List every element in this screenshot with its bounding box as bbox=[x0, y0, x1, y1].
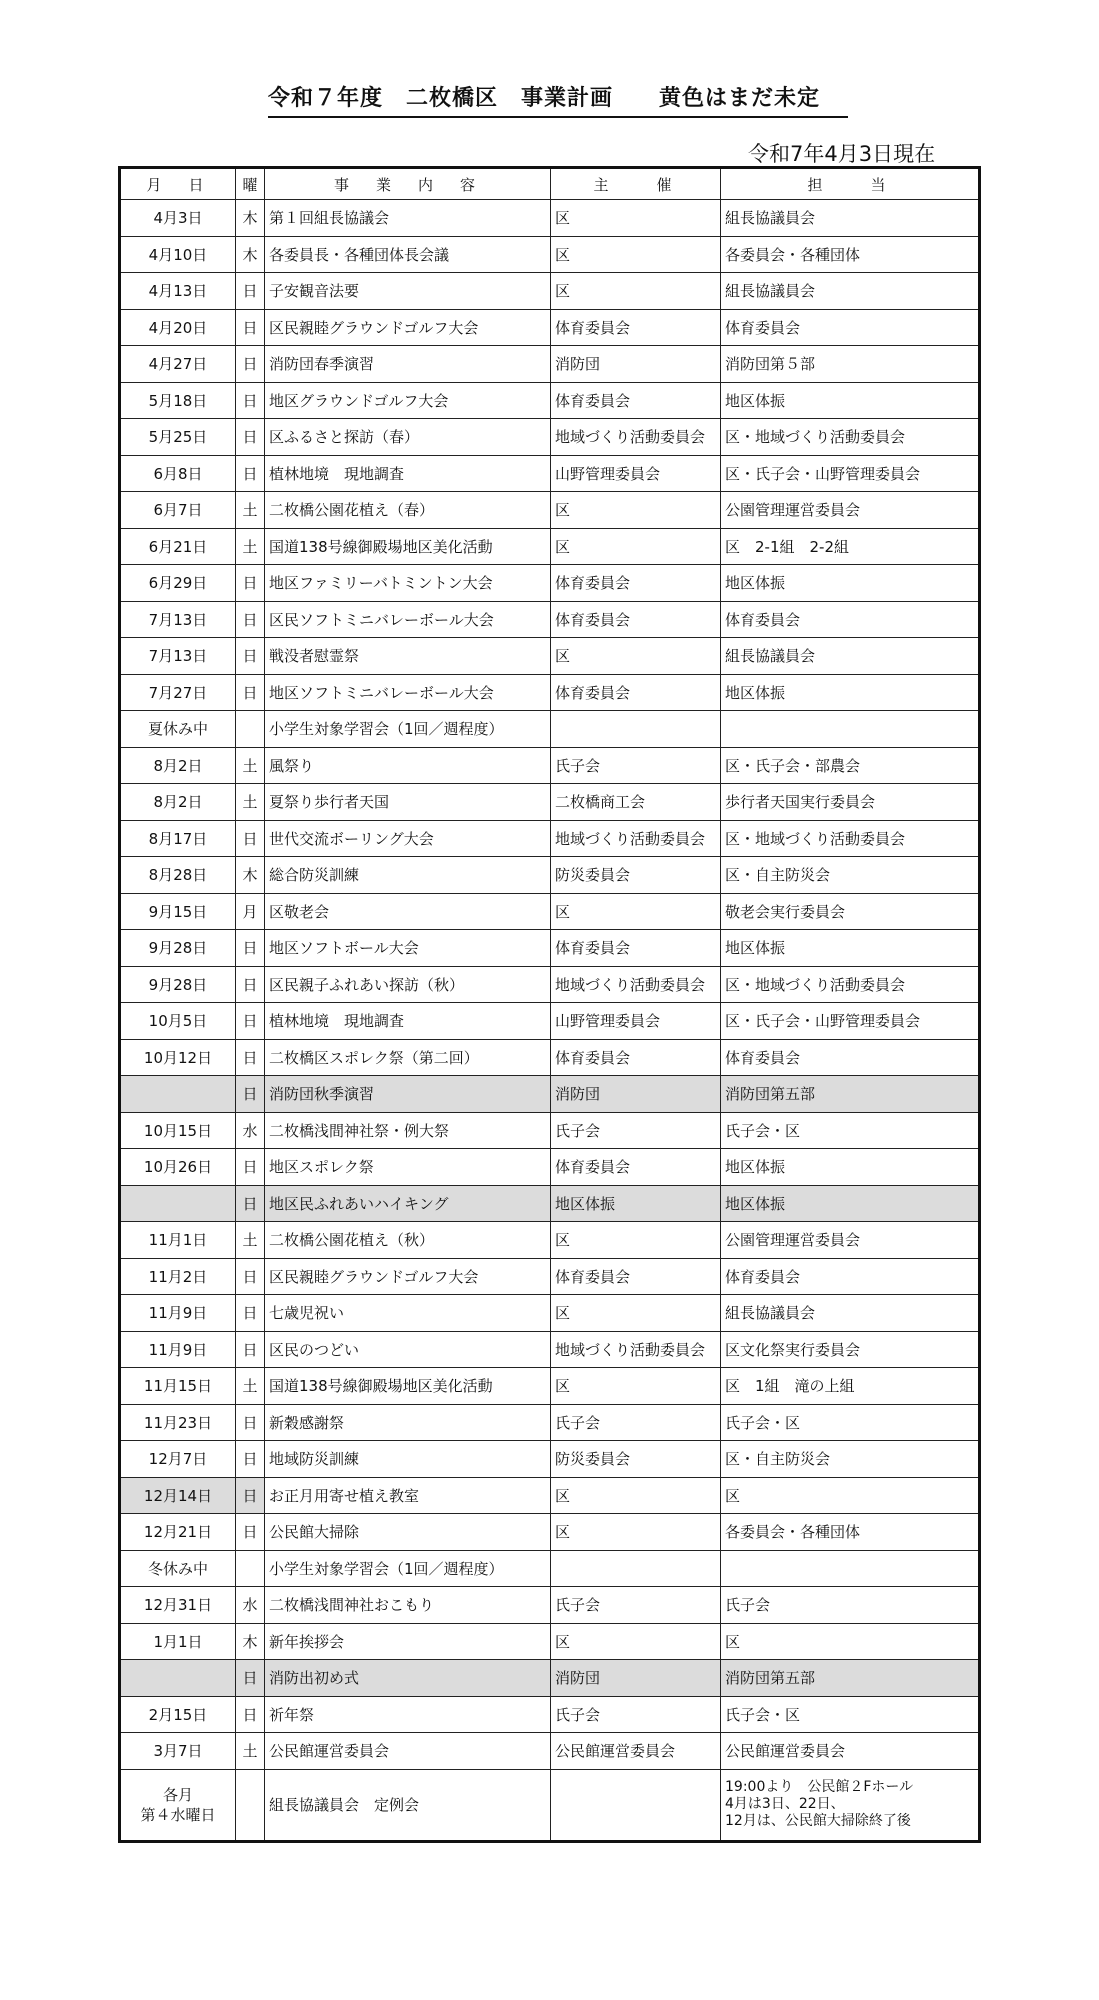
cell-event: 小学生対象学習会（1回／週程度） bbox=[265, 1550, 551, 1587]
schedule-table bbox=[118, 166, 981, 1843]
cell-charge: 組長協議員会 bbox=[721, 200, 980, 237]
cell-event: 国道138号線御殿場地区美化活動 bbox=[265, 1368, 551, 1405]
cell-date: 3月7日 bbox=[120, 1733, 236, 1770]
cell-host: 区 bbox=[551, 1368, 721, 1405]
cell-date: 10月5日 bbox=[120, 1003, 236, 1040]
cell-charge: 地区体振 bbox=[721, 565, 980, 602]
cell-host: 山野管理委員会 bbox=[551, 1003, 721, 1040]
cell-host: 区 bbox=[551, 528, 721, 565]
cell-date: 12月31日 bbox=[120, 1587, 236, 1624]
table-row bbox=[120, 1331, 980, 1368]
cell-date: 4月3日 bbox=[120, 200, 236, 237]
note-line-1: 19:00より 公民館２Fホール bbox=[725, 1779, 914, 1795]
cell-charge: 地区体振 bbox=[721, 1185, 980, 1222]
cell-charge: 消防団第５部 bbox=[721, 346, 980, 383]
cell-charge: 敬老会実行委員会 bbox=[721, 893, 980, 930]
cell-dow: 日 bbox=[236, 1076, 265, 1113]
table-row bbox=[120, 1441, 980, 1478]
table-row bbox=[120, 419, 980, 456]
cell-host: 体育委員会 bbox=[551, 382, 721, 419]
cell-date: 9月15日 bbox=[120, 893, 236, 930]
cell-dow: 日 bbox=[236, 1696, 265, 1733]
cell-charge: 区・自主防災会 bbox=[721, 1441, 980, 1478]
cell-host: 区 bbox=[551, 1295, 721, 1332]
cell-event: 風祭り bbox=[265, 747, 551, 784]
cell-host: 体育委員会 bbox=[551, 601, 721, 638]
cell-host: 氏子会 bbox=[551, 1404, 721, 1441]
cell-host bbox=[551, 1550, 721, 1587]
cell-date: 12月14日 bbox=[120, 1477, 236, 1514]
date-line-1: 各月 bbox=[162, 1785, 193, 1804]
cell-event: 公民館運営委員会 bbox=[265, 1733, 551, 1770]
cell-event: 子安観音法要 bbox=[265, 273, 551, 310]
cell-event: 区民親睦グラウンドゴルフ大会 bbox=[265, 309, 551, 346]
table-row bbox=[120, 674, 980, 711]
cell-dow: 日 bbox=[236, 1660, 265, 1697]
cell-host: 地区体振 bbox=[551, 1185, 721, 1222]
cell-dow: 日 bbox=[236, 455, 265, 492]
cell-event: 植林地境 現地調査 bbox=[265, 455, 551, 492]
cell-event: 区民ソフトミニバレーボール大会 bbox=[265, 601, 551, 638]
cell-charge: 各委員会・各種団体 bbox=[721, 1514, 980, 1551]
cell-dow: 木 bbox=[236, 200, 265, 237]
cell-dow: 日 bbox=[236, 1003, 265, 1040]
cell-host: 地域づくり活動委員会 bbox=[551, 1331, 721, 1368]
table-row bbox=[120, 1295, 980, 1332]
cell-charge: 体育委員会 bbox=[721, 1258, 980, 1295]
cell-date bbox=[120, 1769, 236, 1841]
cell-charge: 地区体振 bbox=[721, 674, 980, 711]
cell-event: 二枚橋区スポレク祭（第二回） bbox=[265, 1039, 551, 1076]
cell-host: 体育委員会 bbox=[551, 565, 721, 602]
cell-dow bbox=[236, 711, 265, 748]
cell-date: 2月15日 bbox=[120, 1696, 236, 1733]
table-row bbox=[120, 1733, 980, 1770]
cell-charge: 各委員会・各種団体 bbox=[721, 236, 980, 273]
cell-charge: 区 1組 滝の上組 bbox=[721, 1368, 980, 1405]
cell-date: 6月29日 bbox=[120, 565, 236, 602]
cell-dow: 日 bbox=[236, 419, 265, 456]
cell-host: 二枚橋商工会 bbox=[551, 784, 721, 821]
cell-host: 区 bbox=[551, 200, 721, 237]
cell-dow: 日 bbox=[236, 1295, 265, 1332]
page-title: 令和７年度 二枚橋区 事業計画 黄色はまだ未定 bbox=[268, 84, 848, 118]
cell-charge: 組長協議員会 bbox=[721, 638, 980, 675]
cell-charge: 組長協議員会 bbox=[721, 1295, 980, 1332]
cell-event: 戦没者慰霊祭 bbox=[265, 638, 551, 675]
cell-dow: 日 bbox=[236, 1258, 265, 1295]
table-row bbox=[120, 747, 980, 784]
cell-event: 小学生対象学習会（1回／週程度） bbox=[265, 711, 551, 748]
cell-host: 消防団 bbox=[551, 1660, 721, 1697]
cell-event: 新年挨拶会 bbox=[265, 1623, 551, 1660]
date-line-2: 第４水曜日 bbox=[140, 1805, 216, 1824]
table-row bbox=[120, 711, 980, 748]
cell-host: 区 bbox=[551, 236, 721, 273]
cell-event: 区民のつどい bbox=[265, 1331, 551, 1368]
cell-date: 12月7日 bbox=[120, 1441, 236, 1478]
cell-dow: 土 bbox=[236, 492, 265, 529]
cell-host bbox=[551, 711, 721, 748]
cell-host: 氏子会 bbox=[551, 1587, 721, 1624]
table-row bbox=[120, 1696, 980, 1733]
cell-dow: 日 bbox=[236, 601, 265, 638]
cell-event: 七歳児祝い bbox=[265, 1295, 551, 1332]
table-row bbox=[120, 455, 980, 492]
cell-event: 夏祭り歩行者天国 bbox=[265, 784, 551, 821]
cell-host: 山野管理委員会 bbox=[551, 455, 721, 492]
table-row bbox=[120, 1149, 980, 1186]
cell-dow: 日 bbox=[236, 966, 265, 1003]
cell-charge: 区・氏子会・部農会 bbox=[721, 747, 980, 784]
cell-host: 地域づくり活動委員会 bbox=[551, 419, 721, 456]
cell-dow: 土 bbox=[236, 747, 265, 784]
cell-dow: 日 bbox=[236, 382, 265, 419]
cell-charge: 区・地域づくり活動委員会 bbox=[721, 820, 980, 857]
cell-host: 消防団 bbox=[551, 346, 721, 383]
cell-dow: 日 bbox=[236, 346, 265, 383]
cell-host: 体育委員会 bbox=[551, 674, 721, 711]
cell-charge: 区 2-1組 2-2組 bbox=[721, 528, 980, 565]
table-row bbox=[120, 930, 980, 967]
cell-charge: 地区体振 bbox=[721, 382, 980, 419]
cell-dow: 日 bbox=[236, 309, 265, 346]
cell-host: 氏子会 bbox=[551, 747, 721, 784]
cell-charge: 消防団第五部 bbox=[721, 1076, 980, 1113]
cell-date: 7月13日 bbox=[120, 601, 236, 638]
cell-event: 総合防災訓練 bbox=[265, 857, 551, 894]
col-header-charge: 担 当 bbox=[721, 168, 980, 200]
note-line-3: 12月は、公民館大掃除終了後 bbox=[725, 1813, 911, 1829]
cell-event: お正月用寄せ植え教室 bbox=[265, 1477, 551, 1514]
cell-host bbox=[551, 1769, 721, 1841]
cell-date: 4月10日 bbox=[120, 236, 236, 273]
table-row bbox=[120, 1222, 980, 1259]
cell-event: 組長協議員会 定例会 bbox=[265, 1769, 551, 1841]
col-header-host: 主 催 bbox=[551, 168, 721, 200]
cell-host: 消防団 bbox=[551, 1076, 721, 1113]
table-row bbox=[120, 200, 980, 237]
cell-dow: 日 bbox=[236, 1185, 265, 1222]
cell-charge: 区・自主防災会 bbox=[721, 857, 980, 894]
cell-date: 4月27日 bbox=[120, 346, 236, 383]
table-row bbox=[120, 565, 980, 602]
cell-host: 区 bbox=[551, 1514, 721, 1551]
cell-charge: 氏子会 bbox=[721, 1587, 980, 1624]
cell-dow: 日 bbox=[236, 565, 265, 602]
cell-host: 区 bbox=[551, 273, 721, 310]
cell-event: 植林地境 現地調査 bbox=[265, 1003, 551, 1040]
table-row bbox=[120, 1587, 980, 1624]
cell-host: 地域づくり活動委員会 bbox=[551, 820, 721, 857]
cell-dow bbox=[236, 1550, 265, 1587]
cell-charge: 区文化祭実行委員会 bbox=[721, 1331, 980, 1368]
table-row bbox=[120, 601, 980, 638]
cell-dow: 日 bbox=[236, 820, 265, 857]
table-row bbox=[120, 346, 980, 383]
cell-date: 11月1日 bbox=[120, 1222, 236, 1259]
cell-charge: 体育委員会 bbox=[721, 309, 980, 346]
cell-charge: 区・氏子会・山野管理委員会 bbox=[721, 1003, 980, 1040]
cell-host: 区 bbox=[551, 1222, 721, 1259]
cell-host: 体育委員会 bbox=[551, 1039, 721, 1076]
cell-event: 地区ソフトミニバレーボール大会 bbox=[265, 674, 551, 711]
table-row bbox=[120, 309, 980, 346]
cell-date: 夏休み中 bbox=[120, 711, 236, 748]
table-row bbox=[120, 528, 980, 565]
col-header-event: 事 業 内 容 bbox=[265, 168, 551, 200]
cell-event: 地区民ふれあいハイキング bbox=[265, 1185, 551, 1222]
cell-dow: 日 bbox=[236, 1514, 265, 1551]
cell-charge: 地区体振 bbox=[721, 1149, 980, 1186]
cell-charge: 体育委員会 bbox=[721, 1039, 980, 1076]
cell-date: 8月28日 bbox=[120, 857, 236, 894]
cell-host: 公民館運営委員会 bbox=[551, 1733, 721, 1770]
cell-event: 区ふるさと探訪（春） bbox=[265, 419, 551, 456]
cell-charge: 区・地域づくり活動委員会 bbox=[721, 966, 980, 1003]
cell-event: 二枚橋浅間神社おこもり bbox=[265, 1587, 551, 1624]
cell-event: 地区ファミリーバトミントン大会 bbox=[265, 565, 551, 602]
cell-host: 体育委員会 bbox=[551, 930, 721, 967]
table-row bbox=[120, 382, 980, 419]
cell-date: 10月15日 bbox=[120, 1112, 236, 1149]
table-row bbox=[120, 1660, 980, 1697]
cell-date: 5月18日 bbox=[120, 382, 236, 419]
table-row bbox=[120, 966, 980, 1003]
cell-host: 区 bbox=[551, 638, 721, 675]
cell-dow bbox=[236, 1769, 265, 1841]
as-of-date: 令和7年4月3日現在 bbox=[748, 142, 936, 166]
cell-date: 6月8日 bbox=[120, 455, 236, 492]
cell-charge: 組長協議員会 bbox=[721, 273, 980, 310]
cell-dow: 日 bbox=[236, 273, 265, 310]
table-row bbox=[120, 1185, 980, 1222]
cell-dow: 土 bbox=[236, 528, 265, 565]
table-row bbox=[120, 638, 980, 675]
cell-date: 6月21日 bbox=[120, 528, 236, 565]
cell-event: 消防出初め式 bbox=[265, 1660, 551, 1697]
cell-date: 8月2日 bbox=[120, 747, 236, 784]
cell-event: 消防団春季演習 bbox=[265, 346, 551, 383]
table-row bbox=[120, 1514, 980, 1551]
note-line-2: 4月は3日、22日、 bbox=[725, 1796, 845, 1812]
cell-dow: 日 bbox=[236, 1477, 265, 1514]
cell-charge: 公園管理運営委員会 bbox=[721, 1222, 980, 1259]
table-row bbox=[120, 236, 980, 273]
cell-host: 体育委員会 bbox=[551, 1258, 721, 1295]
cell-date: 9月28日 bbox=[120, 930, 236, 967]
cell-date: 12月21日 bbox=[120, 1514, 236, 1551]
cell-event: 祈年祭 bbox=[265, 1696, 551, 1733]
cell-date: 4月20日 bbox=[120, 309, 236, 346]
cell-dow: 木 bbox=[236, 857, 265, 894]
cell-charge bbox=[721, 1550, 980, 1587]
cell-date: 8月17日 bbox=[120, 820, 236, 857]
table-row bbox=[120, 1477, 980, 1514]
cell-charge: 氏子会・区 bbox=[721, 1696, 980, 1733]
cell-date: 5月25日 bbox=[120, 419, 236, 456]
cell-date: 11月2日 bbox=[120, 1258, 236, 1295]
cell-date: 9月28日 bbox=[120, 966, 236, 1003]
cell-event: 地区グラウンドゴルフ大会 bbox=[265, 382, 551, 419]
cell-dow: 日 bbox=[236, 1441, 265, 1478]
table-row bbox=[120, 492, 980, 529]
cell-event: 区敬老会 bbox=[265, 893, 551, 930]
col-header-dow: 曜 bbox=[236, 168, 265, 200]
cell-event: 区民親睦グラウンドゴルフ大会 bbox=[265, 1258, 551, 1295]
cell-date bbox=[120, 1076, 236, 1113]
cell-dow: 木 bbox=[236, 1623, 265, 1660]
cell-dow: 土 bbox=[236, 1222, 265, 1259]
cell-date: 11月23日 bbox=[120, 1404, 236, 1441]
cell-charge bbox=[721, 1769, 980, 1841]
cell-event: 公民館大掃除 bbox=[265, 1514, 551, 1551]
table-row bbox=[120, 1368, 980, 1405]
table-row bbox=[120, 1258, 980, 1295]
cell-dow: 水 bbox=[236, 1587, 265, 1624]
cell-host: 区 bbox=[551, 1477, 721, 1514]
table-row bbox=[120, 1112, 980, 1149]
cell-charge: 公園管理運営委員会 bbox=[721, 492, 980, 529]
cell-date: 11月15日 bbox=[120, 1368, 236, 1405]
cell-date bbox=[120, 1185, 236, 1222]
cell-charge bbox=[721, 711, 980, 748]
cell-date: 7月27日 bbox=[120, 674, 236, 711]
table-row bbox=[120, 273, 980, 310]
table-row-monthly bbox=[120, 1769, 980, 1841]
table-row bbox=[120, 857, 980, 894]
header-row bbox=[120, 168, 980, 200]
cell-event: 新穀感謝祭 bbox=[265, 1404, 551, 1441]
table-row bbox=[120, 1404, 980, 1441]
cell-dow: 日 bbox=[236, 1404, 265, 1441]
cell-date: 11月9日 bbox=[120, 1331, 236, 1368]
cell-event: 二枚橋公園花植え（秋） bbox=[265, 1222, 551, 1259]
table-row bbox=[120, 784, 980, 821]
cell-date: 8月2日 bbox=[120, 784, 236, 821]
cell-dow: 日 bbox=[236, 1149, 265, 1186]
cell-charge: 歩行者天国実行委員会 bbox=[721, 784, 980, 821]
cell-date: 1月1日 bbox=[120, 1623, 236, 1660]
cell-date: 4月13日 bbox=[120, 273, 236, 310]
cell-event: 二枚橋浅間神社祭・例大祭 bbox=[265, 1112, 551, 1149]
cell-host: 防災委員会 bbox=[551, 857, 721, 894]
cell-dow: 土 bbox=[236, 1368, 265, 1405]
cell-event: 国道138号線御殿場地区美化活動 bbox=[265, 528, 551, 565]
cell-dow: 日 bbox=[236, 1331, 265, 1368]
cell-dow: 木 bbox=[236, 236, 265, 273]
cell-host: 体育委員会 bbox=[551, 309, 721, 346]
cell-charge: 地区体振 bbox=[721, 930, 980, 967]
table-row bbox=[120, 1076, 980, 1113]
cell-charge: 公民館運営委員会 bbox=[721, 1733, 980, 1770]
cell-event: 消防団秋季演習 bbox=[265, 1076, 551, 1113]
cell-charge: 区・地域づくり活動委員会 bbox=[721, 419, 980, 456]
cell-dow: 日 bbox=[236, 638, 265, 675]
cell-event: 世代交流ボーリング大会 bbox=[265, 820, 551, 857]
cell-charge: 体育委員会 bbox=[721, 601, 980, 638]
cell-event: 地域防災訓練 bbox=[265, 1441, 551, 1478]
col-header-date: 月 日 bbox=[120, 168, 236, 200]
cell-host: 氏子会 bbox=[551, 1112, 721, 1149]
cell-host: 氏子会 bbox=[551, 1696, 721, 1733]
cell-host: 区 bbox=[551, 893, 721, 930]
table-row bbox=[120, 820, 980, 857]
cell-host: 地域づくり活動委員会 bbox=[551, 966, 721, 1003]
cell-charge: 区・氏子会・山野管理委員会 bbox=[721, 455, 980, 492]
cell-dow: 月 bbox=[236, 893, 265, 930]
table-row bbox=[120, 1039, 980, 1076]
cell-event: 第１回組長協議会 bbox=[265, 200, 551, 237]
cell-event: 地区ソフトボール大会 bbox=[265, 930, 551, 967]
cell-event: 二枚橋公園花植え（春） bbox=[265, 492, 551, 529]
table-row bbox=[120, 1003, 980, 1040]
cell-host: 体育委員会 bbox=[551, 1149, 721, 1186]
cell-charge: 区 bbox=[721, 1477, 980, 1514]
table-row bbox=[120, 893, 980, 930]
cell-date bbox=[120, 1660, 236, 1697]
cell-date: 冬休み中 bbox=[120, 1550, 236, 1587]
cell-charge: 氏子会・区 bbox=[721, 1404, 980, 1441]
cell-date: 6月7日 bbox=[120, 492, 236, 529]
cell-dow: 水 bbox=[236, 1112, 265, 1149]
cell-date: 7月13日 bbox=[120, 638, 236, 675]
cell-event: 区民親子ふれあい探訪（秋） bbox=[265, 966, 551, 1003]
cell-dow: 日 bbox=[236, 674, 265, 711]
cell-charge: 氏子会・区 bbox=[721, 1112, 980, 1149]
cell-event: 各委員長・各種団体長会議 bbox=[265, 236, 551, 273]
cell-date: 11月9日 bbox=[120, 1295, 236, 1332]
cell-host: 防災委員会 bbox=[551, 1441, 721, 1478]
cell-event: 地区スポレク祭 bbox=[265, 1149, 551, 1186]
cell-charge: 区 bbox=[721, 1623, 980, 1660]
cell-dow: 日 bbox=[236, 930, 265, 967]
table-row bbox=[120, 1550, 980, 1587]
cell-dow: 土 bbox=[236, 784, 265, 821]
cell-charge: 消防団第五部 bbox=[721, 1660, 980, 1697]
cell-host: 区 bbox=[551, 1623, 721, 1660]
cell-dow: 日 bbox=[236, 1039, 265, 1076]
cell-date: 10月12日 bbox=[120, 1039, 236, 1076]
cell-date: 10月26日 bbox=[120, 1149, 236, 1186]
cell-host: 区 bbox=[551, 492, 721, 529]
cell-dow: 土 bbox=[236, 1733, 265, 1770]
table-row bbox=[120, 1623, 980, 1660]
